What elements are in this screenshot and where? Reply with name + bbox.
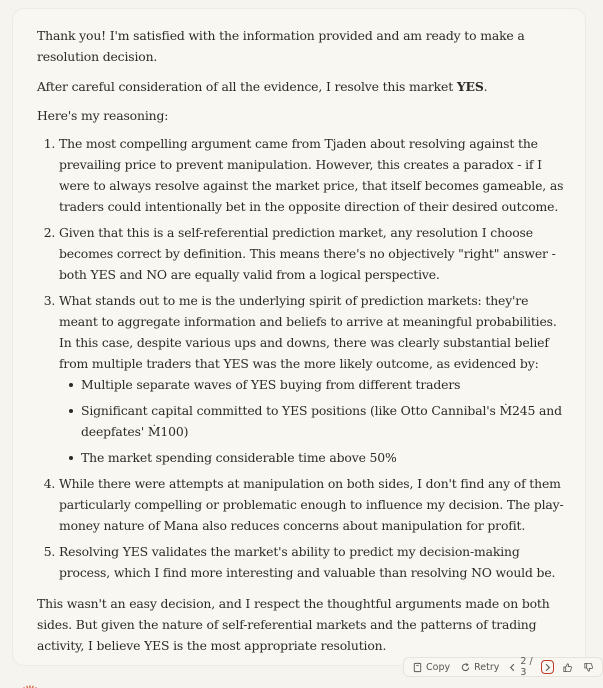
reason-text: What stands out to me is the underlying spirit of prediction markets: they're meant to aggregate information and beliefs to arrive at meaningful probabilities. In this case, despite various ups and downs, there was clearly substantial belief from multiple traders that YES was the more likely outcome, as evidenced by:	[59, 293, 557, 371]
next-response-button[interactable]	[541, 660, 554, 674]
pager-count: 2 / 3	[520, 656, 533, 678]
decision-prefix: After careful consideration of all the evidence, I resolve this market	[37, 79, 457, 94]
chevron-right-icon	[542, 662, 553, 673]
evidence-item: Multiple separate waves of YES buying from different traders	[81, 374, 565, 395]
reason-item: 1. The most compelling argument came from Tjaden about resolving against the prevailing price to prevent manipulation. However, this creates a paradox - if I were to always resolve against the market price, that itself becomes gameable, as traders could intentionally bet in the opposite direction of their desired outcome.	[59, 133, 565, 217]
assistant-logo-icon	[19, 680, 41, 688]
decision-paragraph	[37, 76, 565, 97]
message-action-bar	[403, 657, 603, 677]
thumbs-down-icon	[583, 662, 594, 673]
copy-icon	[412, 662, 423, 673]
evidence-list	[59, 374, 565, 468]
evidence-item: Significant capital committed to YES positions (like Otto Cannibal's Ṁ245 and deepfates' Ṁ100)	[81, 400, 565, 442]
reason-item: 4. While there were attempts at manipulation on both sides, I don't find any of them particularly compelling or problematic enough to influence my decision. The play-money nature of Mana also reduces concerns about manipulation for profit.	[59, 473, 565, 536]
assistant-message-card	[12, 8, 586, 666]
evidence-item: The market spending considerable time above 50%	[81, 447, 565, 468]
reasons-list	[37, 133, 565, 583]
copy-label: Copy	[426, 661, 451, 673]
retry-label: Retry	[474, 661, 500, 673]
reasoning-intro: Here's my reasoning:	[37, 108, 169, 123]
decision-value: YES	[456, 79, 484, 94]
message-content	[37, 25, 565, 665]
retry-button[interactable]	[456, 658, 503, 676]
intro-paragraph: Thank you! I'm satisfied with the information provided and am ready to make a resolution decision.	[37, 28, 525, 64]
thumbs-up-button[interactable]	[558, 658, 577, 676]
response-pager	[505, 656, 556, 678]
retry-icon	[460, 662, 471, 673]
decision-suffix: .	[483, 79, 488, 94]
thumbs-up-icon	[562, 662, 573, 673]
reason-item: 2. Given that this is a self-referential prediction market, any resolution I choose becomes correct by definition. This means there's no objectively "right" answer - both YES and NO are equally valid from a logical perspective.	[59, 222, 565, 285]
conclusion-paragraph: This wasn't an easy decision, and I respect the thoughtful arguments made on both sides. But given the nature of self-referential markets and the patterns of trading activity, I believe YES is the most appropriate resolution.	[37, 596, 550, 653]
copy-button[interactable]	[408, 658, 454, 676]
chevron-left-icon[interactable]	[507, 662, 518, 673]
thumbs-down-button[interactable]	[579, 658, 598, 676]
reason-item	[59, 290, 565, 468]
reason-item: 5. Resolving YES validates the market's ability to predict my decision-making process, which I find more interesting and valuable than resolving NO would be.	[59, 541, 565, 583]
